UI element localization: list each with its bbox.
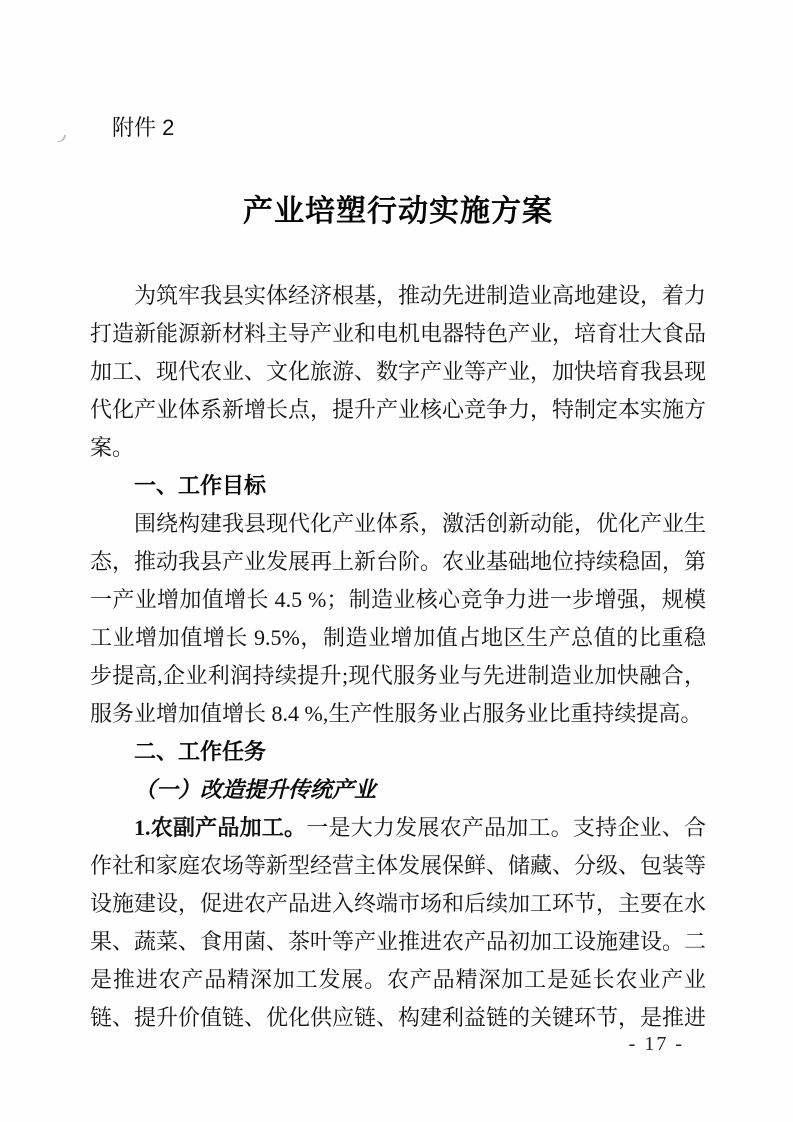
section-2-heading: 二、工作任务 (134, 739, 267, 764)
item-1-label: 1.农副产品加工。 (134, 815, 307, 840)
attachment-label: 附件 2 (112, 115, 175, 140)
page-number: - 17 - (628, 1033, 684, 1055)
subsection-1-heading: （一）改造提升传统产业 (134, 777, 377, 802)
section-1-body-paragraph: 围绕构建我县现代化产业体系，激活创新动能，优化产业生态，推动我县产业发展再上新台阶。农业基础地位持续稳固，第一产业增加值增长 4.5 %；制造业核心竞争力进一步增强，规模工业增加值增长 9.5%，制造业增加值占地区生产总值的比重稳步提高,企业利润持续提升;现代服务业与先进制造业加快融合，服务业增加值增长 8.4 %,生产性服务业占服务业比重持续提高。 (90, 511, 707, 726)
document-title: 产业培塑行动实施方案 (243, 195, 553, 228)
document-body (90, 277, 706, 1037)
scan-speck-artifact (57, 133, 66, 144)
section-1-heading: 一、工作目标 (134, 473, 267, 498)
item-1-paragraph (90, 809, 706, 1037)
intro-paragraph: 为筑牢我县实体经济根基，推动先进制造业高地建设，着力打造新能源新材料主导产业和电机电器特色产业，培育壮大食品加工、现代农业、文化旅游、数字产业等产业，加快培育我县现代化产业体系新增长点，提升产业核心竞争力，特制定本实施方案。 (90, 283, 707, 460)
item-1-body-text: 一是大力发展农产品加工。支持企业、合作社和家庭农场等新型经营主体发展保鲜、储藏、分级、包装等设施建设，促进农产品进入终端市场和后续加工环节，主要在水果、蔬菜、食用菌、茶叶等产业推进农产品初加工设施建设。二是推进农产品精深加工发展。农产品精深加工是延长农业产业链、提升价值链、优化供应链、构建利益链的关键环节，是推进 (90, 815, 707, 1030)
